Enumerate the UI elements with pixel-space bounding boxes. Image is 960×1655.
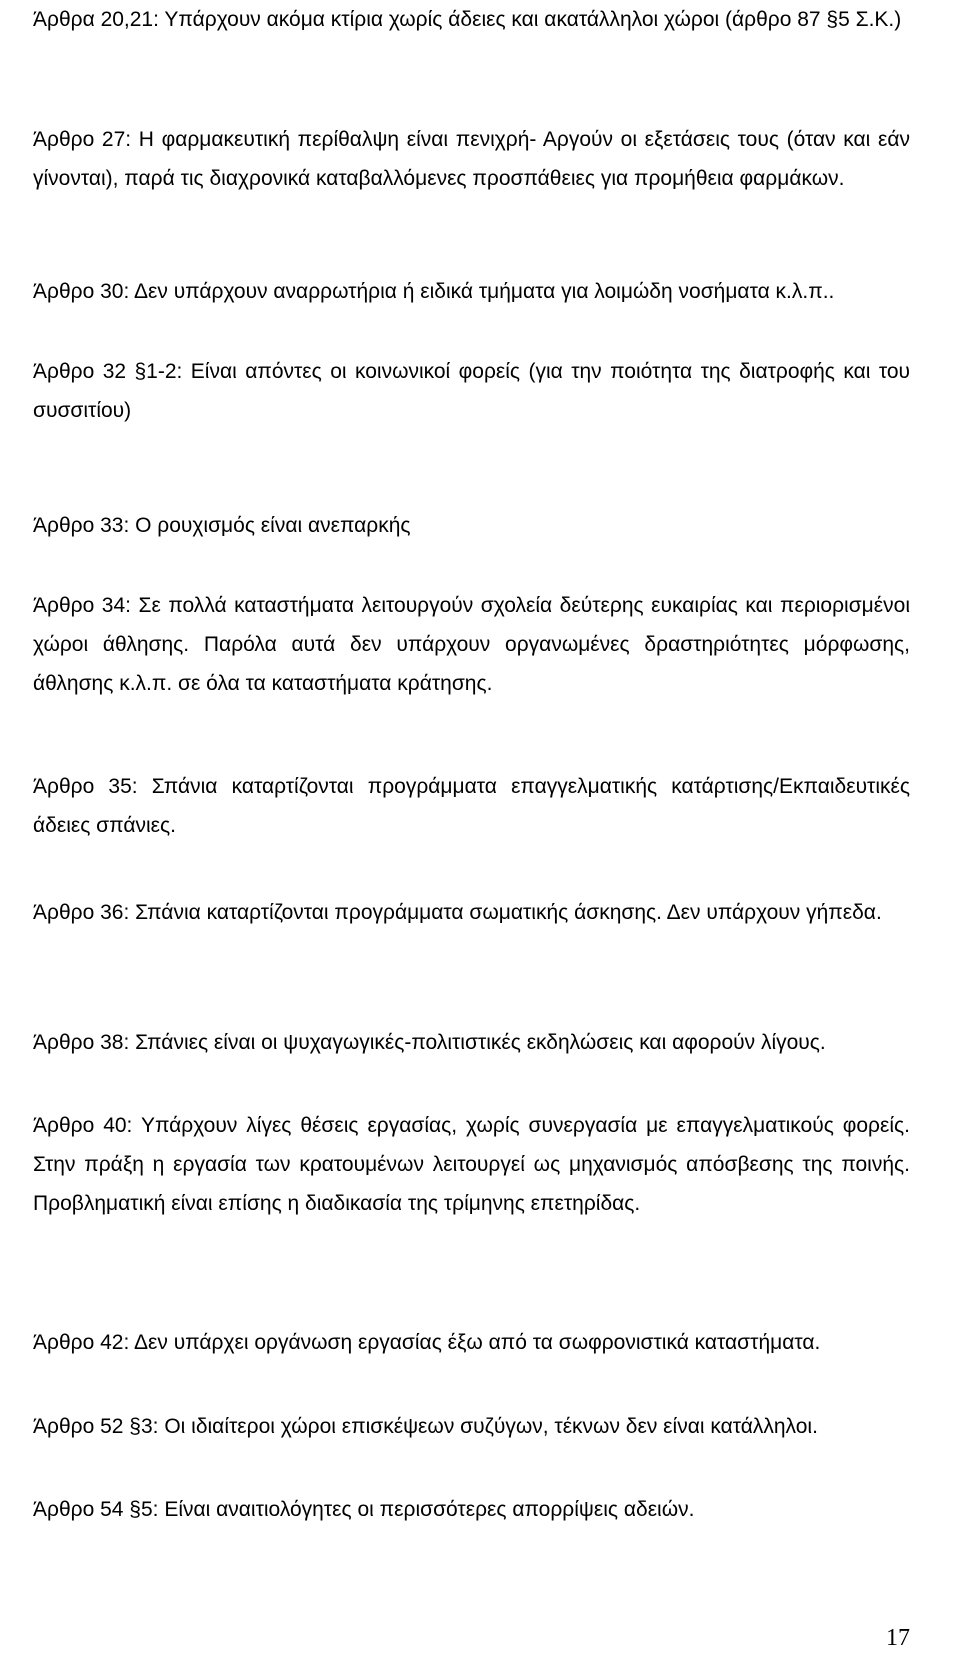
paragraph-article-42: Άρθρο 42: Δεν υπάρχει οργάνωση εργασίας έξω από τα σωφρονιστικά καταστήματα.	[33, 1331, 821, 1354]
paragraph-article-34: Άρθρο 34: Σε πολλά καταστήματα λειτουργούν σχολεία δεύτερης ευκαιρίας και περιορισμένοι χώροι άθλησης. Παρόλα αυτά δεν υπάρχουν οργανωμένες δραστηριότητες μόρφωσης, άθλησης κ.λ.π. σε όλα τα καταστήματα κράτησης.	[33, 594, 910, 695]
paragraph-article-52: Άρθρο 52 §3: Οι ιδιαίτεροι χώροι επισκέψεων συζύγων, τέκνων δεν είναι κατάλληλοι.	[33, 1415, 818, 1438]
paragraph-article-33: Άρθρο 33: Ο ρουχισμός είναι ανεπαρκής	[33, 514, 411, 537]
page-number: 17	[886, 1625, 910, 1651]
paragraph-article-54: Άρθρο 54 §5: Είναι αναιτιολόγητες οι περισσότερες απορρίψεις αδειών.	[33, 1498, 695, 1521]
paragraph-article-35: Άρθρο 35: Σπάνια καταρτίζονται προγράμματα επαγγελματικής κατάρτισης/Εκπαιδευτικές άδειες σπάνιες.	[33, 775, 910, 837]
paragraph-article-32: Άρθρο 32 §1-2: Είναι απόντες οι κοινωνικοί φορείς (για την ποιότητα της διατροφής και του συσσιτίου)	[33, 360, 910, 422]
paragraph-article-30: Άρθρο 30: Δεν υπάρχουν αναρρωτήρια ή ειδικά τμήματα για λοιμώδη νοσήματα κ.λ.π..	[33, 280, 835, 303]
paragraph-article-36: Άρθρο 36: Σπάνια καταρτίζονται προγράμματα σωματικής άσκησης. Δεν υπάρχουν γήπεδα.	[33, 901, 882, 924]
paragraph-article-27: Άρθρο 27: Η φαρμακευτική περίθαλψη είναι πενιχρή- Αργούν οι εξετάσεις τους (όταν και εάν γίνονται), παρά τις διαχρονικά καταβαλλόμενες προσπάθειες για προμήθεια φαρμάκων.	[33, 128, 910, 190]
paragraph-article-38: Άρθρο 38: Σπάνιες είναι οι ψυχαγωγικές-πολιτιστικές εκδηλώσεις και αφορούν λίγους.	[33, 1031, 826, 1054]
paragraph-article-40: Άρθρο 40: Υπάρχουν λίγες θέσεις εργασίας, χωρίς συνεργασία με επαγγελματικούς φορείς. Στην πράξη η εργασία των κρατουμένων λειτουργεί ως μηχανισμός απόσβεσης της ποινής. Προβληματική είναι επίσης η διαδικασία της τρίμηνης επετηρίδας.	[33, 1114, 910, 1215]
paragraph-articles-20-21: Άρθρα 20,21: Υπάρχουν ακόμα κτίρια χωρίς άδειες και ακατάλληλοι χώροι (άρθρο 87 §5 Σ.Κ.)	[33, 8, 902, 31]
